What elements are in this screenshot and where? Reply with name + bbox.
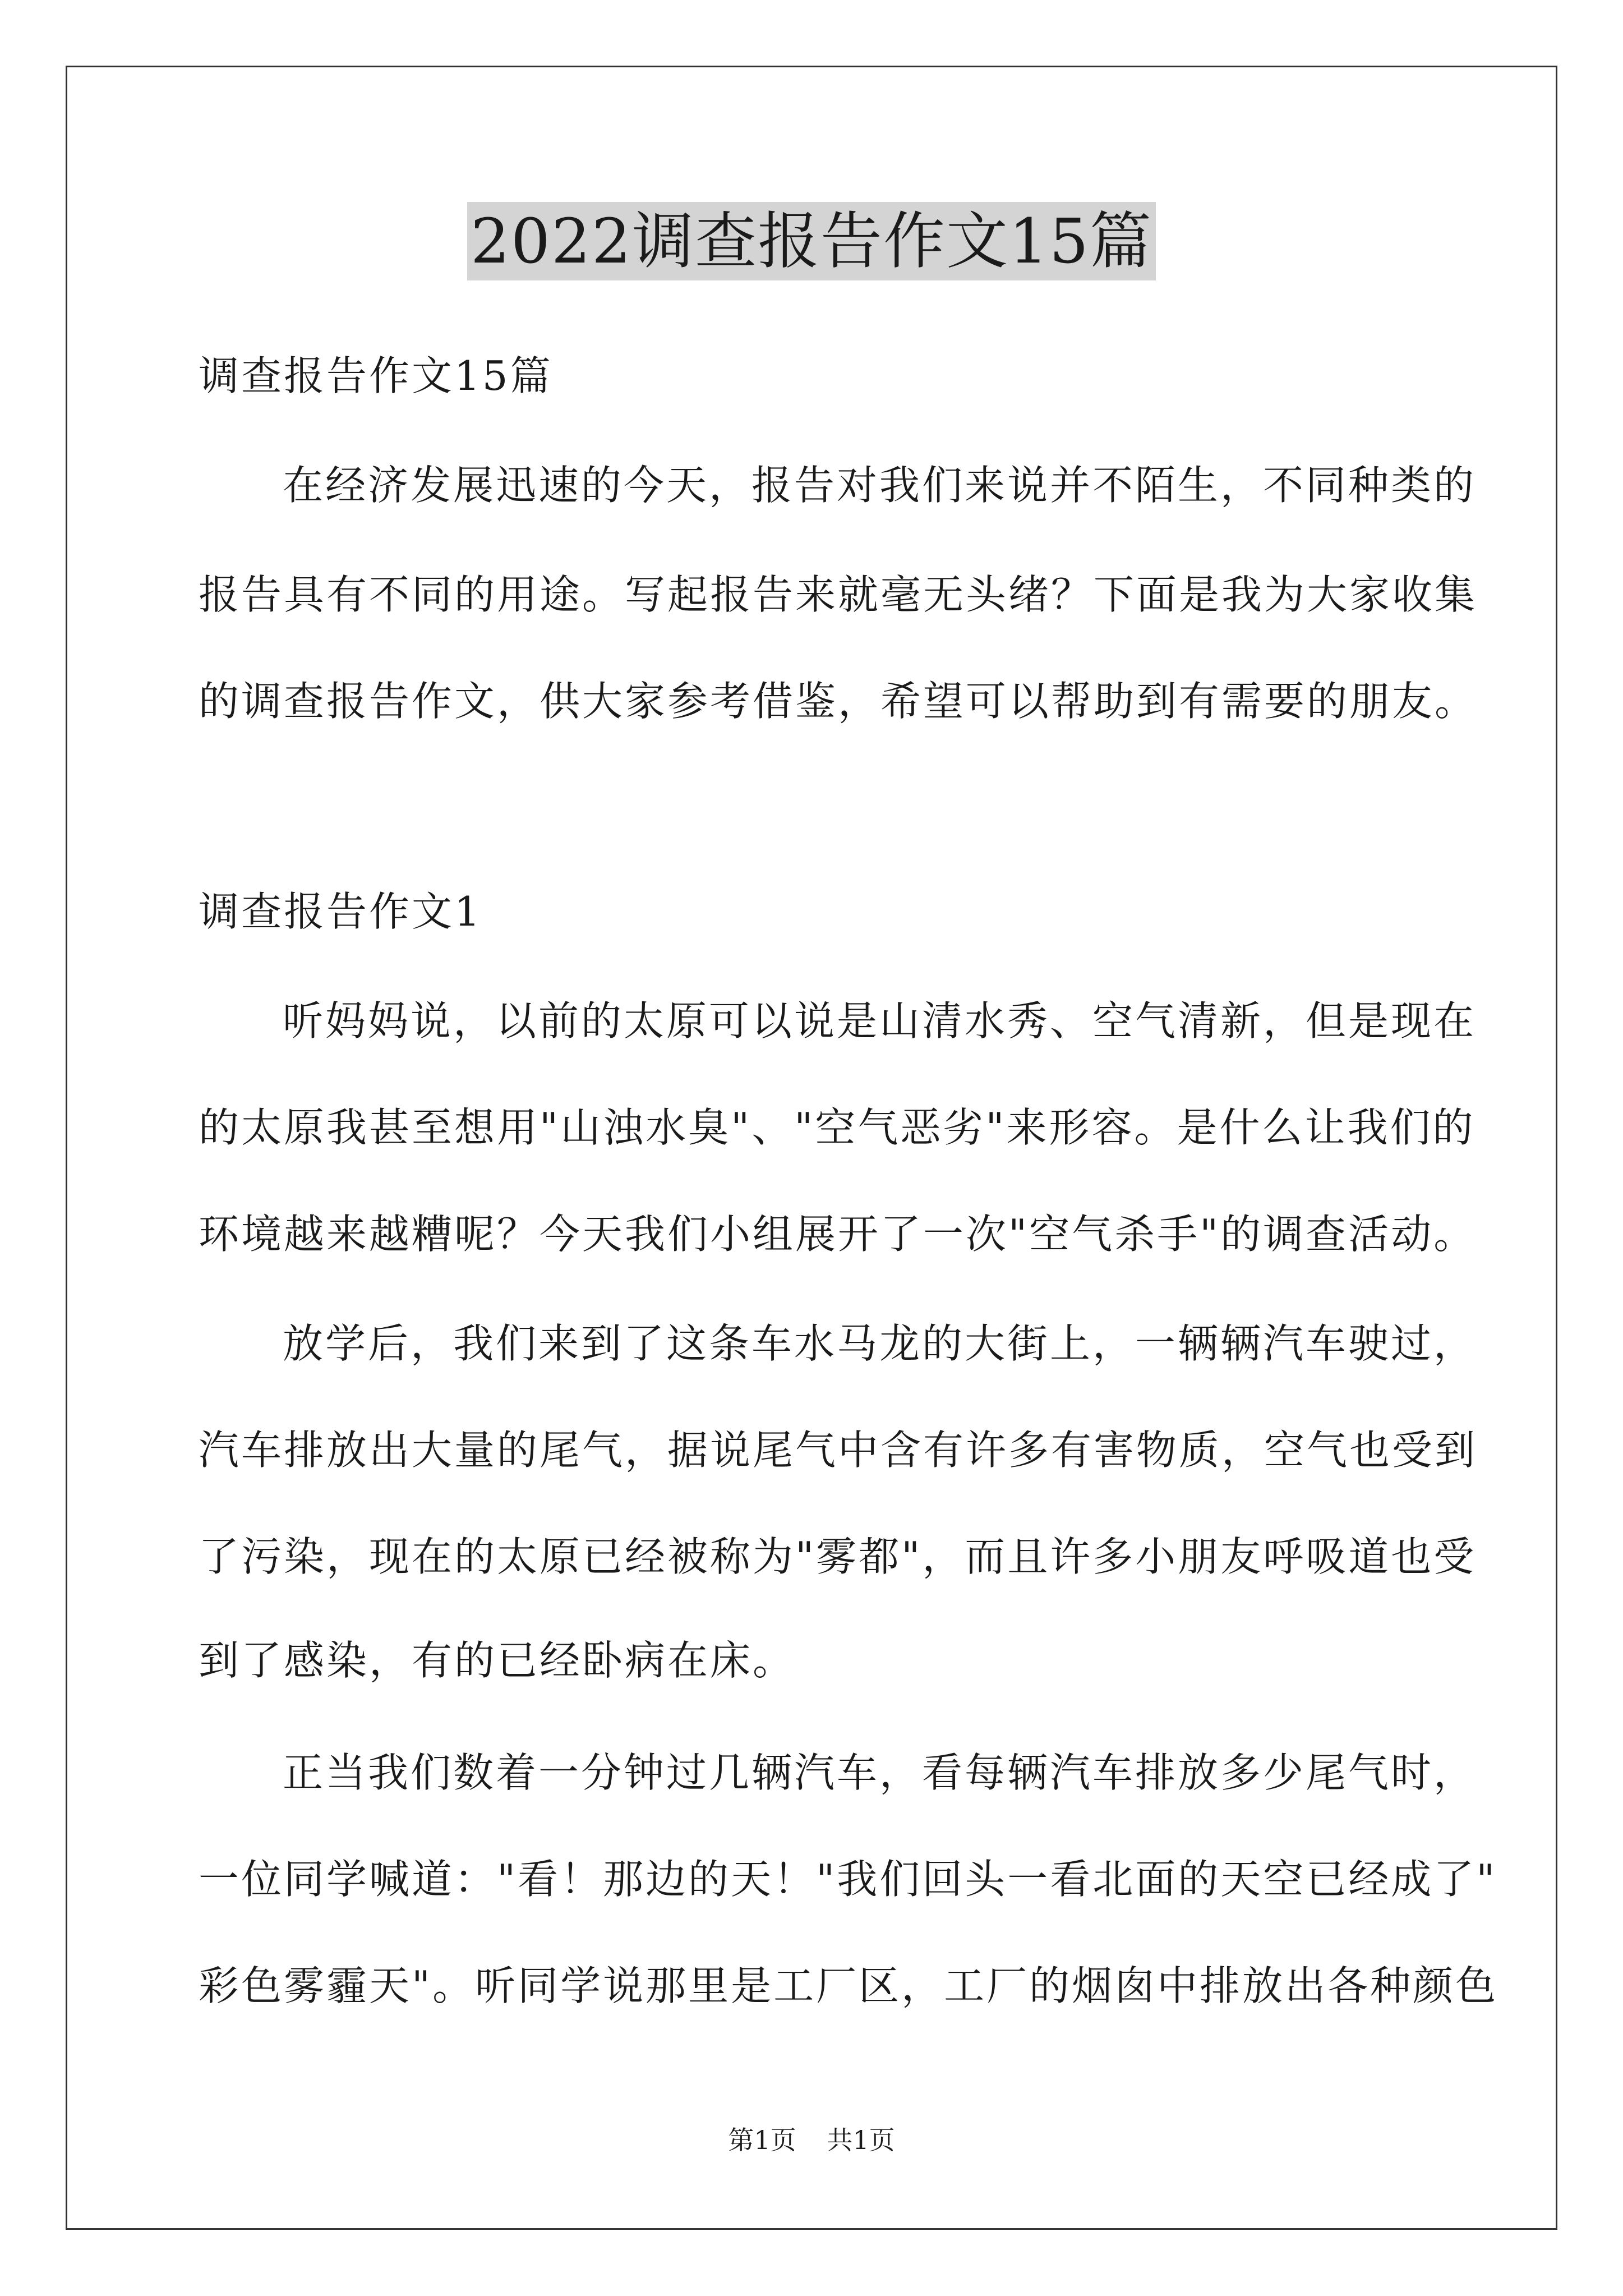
paragraph-line: 一位同学喊道："看！那边的天！"我们回头一看北面的天空已经成了" xyxy=(199,1856,1497,1903)
title-area xyxy=(0,202,1623,280)
paragraph-line: 放学后，我们来到了这条车水马龙的大街上，一辆辆汽车驶过， xyxy=(283,1320,1477,1367)
paragraph-line: 环境越来越糟呢？今天我们小组展开了一次"空气杀手"的调查活动。 xyxy=(199,1211,1477,1258)
paragraph-line: 听妈妈说，以前的太原可以说是山清水秀、空气清新，但是现在 xyxy=(283,997,1477,1045)
intro-line: 的调查报告作文，供大家参考借鉴，希望可以帮助到有需要的朋友。 xyxy=(199,678,1478,725)
paragraph-line: 到了感染，有的已经卧病在床。 xyxy=(199,1637,796,1684)
page-total: 共1页 xyxy=(827,2125,895,2155)
intro-line: 报告具有不同的用途。写起报告来就毫无头绪？下面是我为大家收集 xyxy=(199,571,1478,618)
paragraph-line: 了污染，现在的太原已经被称为"雾都"，而且许多小朋友呼吸道也受 xyxy=(199,1533,1477,1580)
paragraph-line: 彩色雾霾天"。听同学说那里是工厂区，工厂的烟囱中排放出各种颜色 xyxy=(199,1962,1498,2009)
section-heading: 调查报告作文1 xyxy=(199,888,482,935)
paragraph-line: 的太原我甚至想用"山浊水臭"、"空气恶劣"来形容。是什么让我们的 xyxy=(199,1104,1476,1151)
paragraph-line: 汽车排放出大量的尾气，据说尾气中含有许多有害物质，空气也受到 xyxy=(199,1427,1478,1474)
intro-line: 在经济发展迅速的今天，报告对我们来说并不陌生，不同种类的 xyxy=(283,462,1477,509)
document-title: 2022调查报告作文15篇 xyxy=(467,202,1156,280)
page-footer xyxy=(0,2123,1623,2157)
paragraph-line: 正当我们数着一分钟过几辆汽车，看每辆汽车排放多少尾气时， xyxy=(283,1749,1477,1796)
page-number: 第1页 xyxy=(728,2125,796,2155)
subtitle: 调查报告作文15篇 xyxy=(199,352,553,399)
